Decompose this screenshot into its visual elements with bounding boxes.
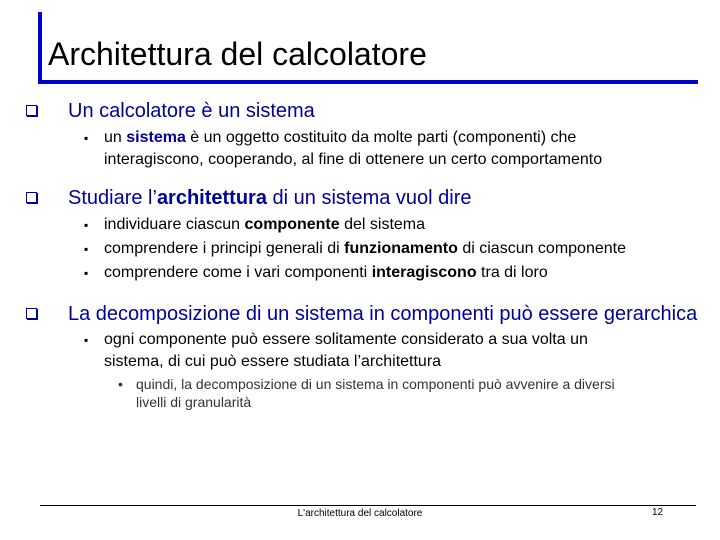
footer-title: L'architettura del calcolatore: [297, 508, 423, 519]
bullet-square-icon: ▪: [84, 266, 89, 280]
bullet-square-icon: ▪: [84, 333, 89, 347]
page-number: 12: [652, 507, 664, 518]
bullet-dot-icon: •: [118, 376, 123, 392]
title-accent-vertical: [38, 12, 42, 84]
square-bullet-icon: [26, 105, 37, 116]
bullet-square-icon: ▪: [84, 242, 89, 256]
bullet-square-icon: ▪: [84, 218, 89, 232]
square-bullet-icon: [26, 308, 37, 319]
square-bullet-icon: [26, 192, 37, 203]
bullet-square-icon: ▪: [84, 131, 89, 145]
slide-title: Architettura del calcolatore: [48, 36, 427, 72]
footer-divider: [40, 505, 696, 506]
title-accent-horizontal: [38, 80, 698, 84]
